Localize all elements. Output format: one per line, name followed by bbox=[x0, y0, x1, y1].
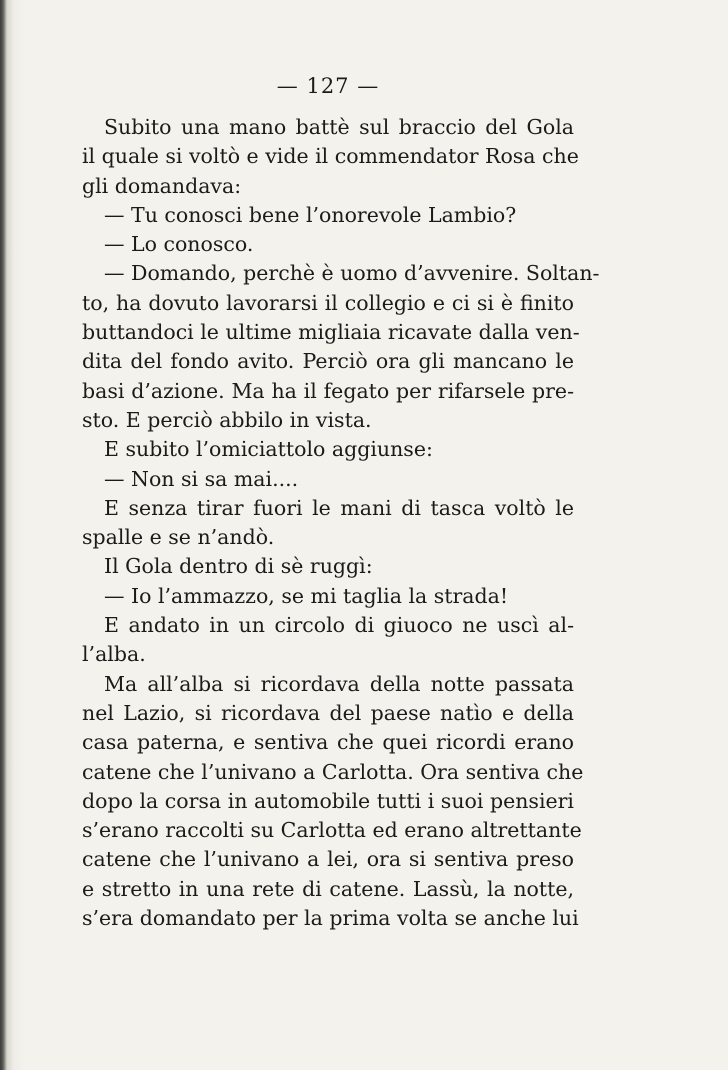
text-line: — Lo conosco. bbox=[104, 232, 254, 257]
text-line: spalle e se n’andò. bbox=[82, 525, 275, 550]
page-number: — 127 — bbox=[276, 74, 380, 98]
text-line: dita del fondo avito. Perciò ora gli mancano le bbox=[82, 349, 574, 374]
text-line: gli domandava: bbox=[82, 173, 242, 198]
text-line: buttandoci le ultime migliaia ricavate dalla ven- bbox=[82, 320, 580, 345]
text-line: s’era domandato per la prima volta se anche lui bbox=[82, 906, 579, 931]
text-line: sto. E perciò abbilo in vista. bbox=[82, 407, 372, 432]
text-line: Il Gola dentro di sè ruggì: bbox=[104, 554, 373, 579]
text-line: Ma all’alba si ricordava della notte passata bbox=[104, 671, 574, 696]
text-line: nel Lazio, si ricordava del paese natìo e della bbox=[82, 700, 574, 725]
text-line: E andato in un circolo di giuoco ne uscì al- bbox=[104, 613, 574, 638]
text-line: E senza tirar fuori le mani di tasca voltò le bbox=[104, 495, 574, 520]
text-line: casa paterna, e sentiva che quei ricordi erano bbox=[82, 730, 574, 755]
text-line: — Io l’ammazzo, se mi taglia la strada! bbox=[104, 583, 509, 608]
text-line: catene che l’univano a lei, ora si sentiva preso bbox=[82, 847, 574, 872]
body-text bbox=[82, 113, 600, 933]
text-line: — Domando, perchè è uomo d’avvenire. Soltan- bbox=[104, 261, 600, 286]
text-line: dopo la corsa in automobile tutti i suoi pensieri bbox=[82, 788, 574, 813]
text-line: catene che l’univano a Carlotta. Ora sentiva che bbox=[82, 759, 584, 784]
text-line: s’erano raccolti su Carlotta ed erano altrettante bbox=[82, 818, 582, 843]
text-line: e stretto in una rete di catene. Lassù, la notte, bbox=[82, 876, 574, 901]
text-line: l’alba. bbox=[82, 642, 146, 667]
text-line: — Non si sa mai.... bbox=[104, 466, 299, 491]
text-line: il quale si voltò e vide il commendator Rosa che bbox=[82, 144, 579, 169]
text-line: to, ha dovuto lavorarsi il collegio e ci si è finito bbox=[82, 290, 574, 315]
text-line: E subito l’omiciattolo aggiunse: bbox=[104, 437, 433, 462]
text-line: — Tu conosci bene l’onorevole Lambio? bbox=[104, 202, 517, 227]
text-line: Subito una mano battè sul braccio del Gola bbox=[104, 115, 574, 139]
text-line: basi d’azione. Ma ha il fegato per rifarsele pre- bbox=[82, 378, 574, 403]
